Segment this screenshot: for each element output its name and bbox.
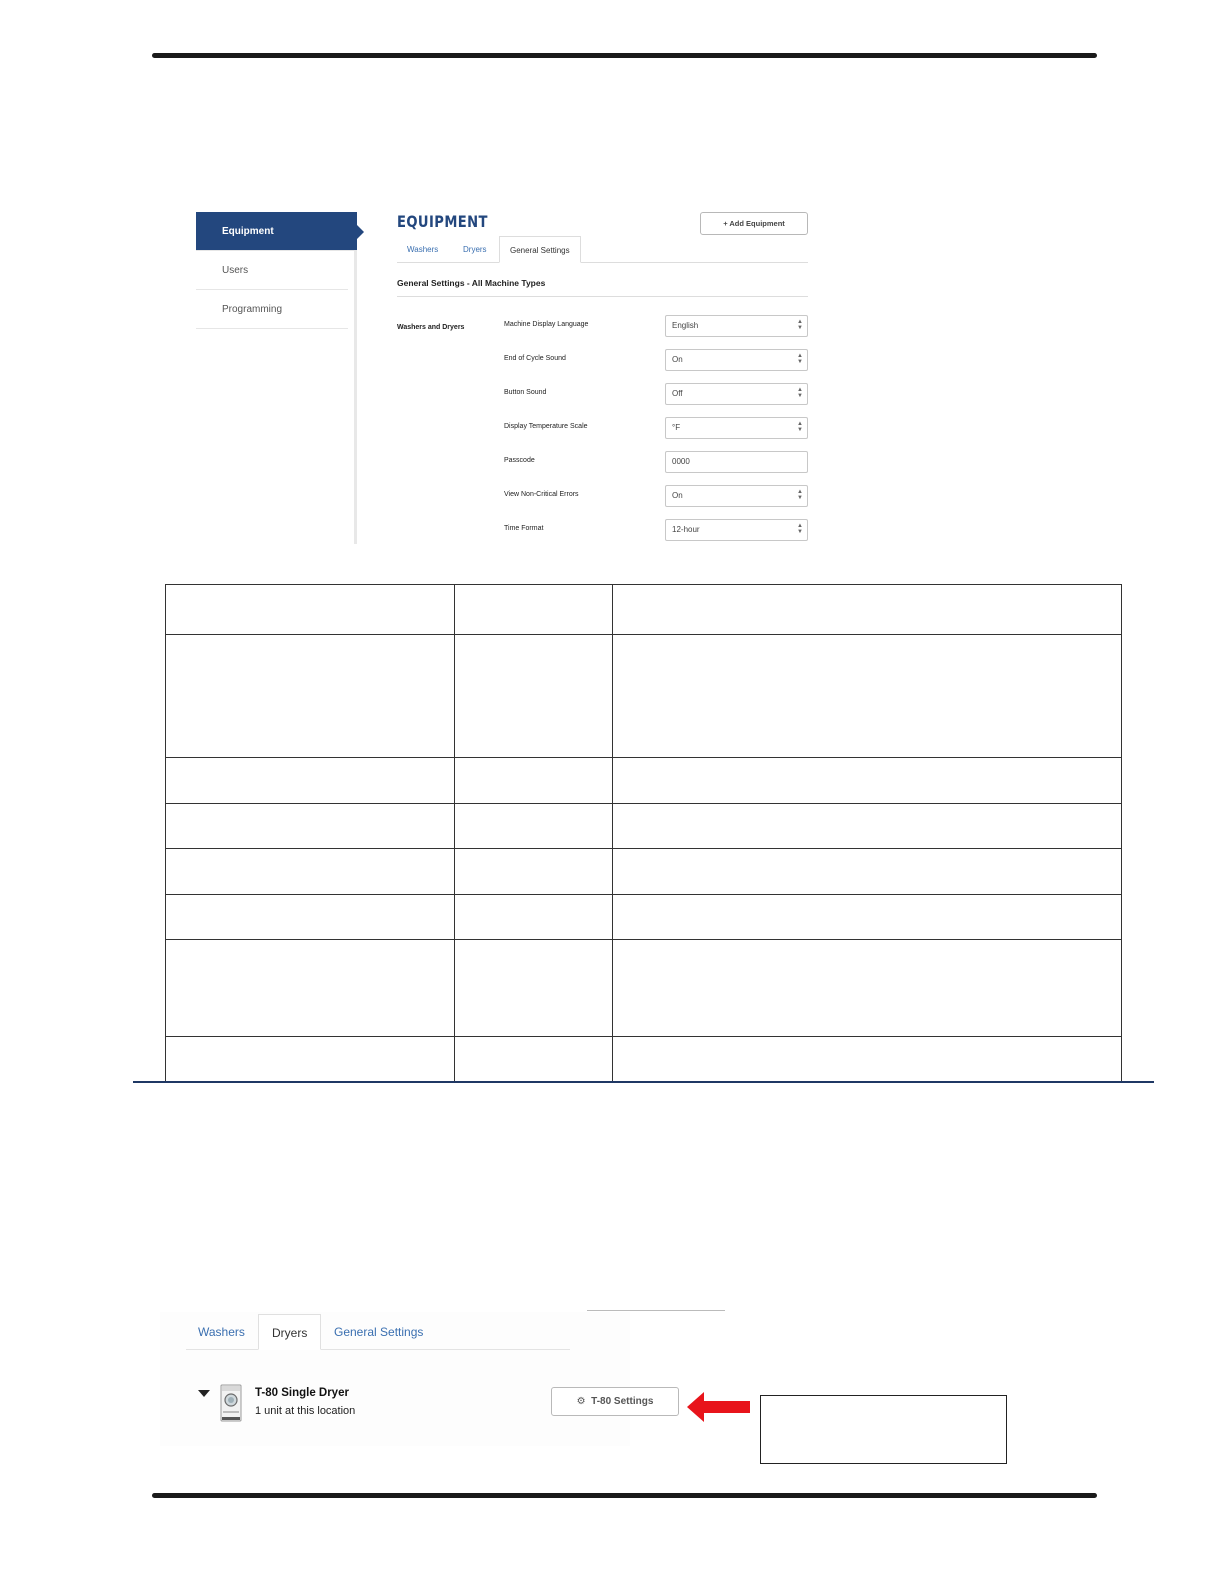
table-cell xyxy=(613,940,1122,1037)
select-arrows-icon: ▲ ▼ xyxy=(797,353,803,365)
table-cell xyxy=(166,895,455,940)
table-cell xyxy=(166,804,455,849)
select-value: Off xyxy=(672,389,683,398)
section-divider xyxy=(133,1081,1154,1083)
time-format-select[interactable] xyxy=(665,519,808,541)
table-cell xyxy=(613,804,1122,849)
setting-label: Machine Display Language xyxy=(504,321,589,328)
table-row xyxy=(166,758,1122,804)
table-cell xyxy=(613,758,1122,804)
sidebar xyxy=(196,212,357,544)
group-label: Washers and Dryers xyxy=(397,324,465,331)
setting-label: Button Sound xyxy=(504,389,547,396)
bottom-rule xyxy=(152,1493,1097,1498)
table-cell xyxy=(613,585,1122,635)
table-cell xyxy=(455,895,613,940)
button-sound-select[interactable] xyxy=(665,383,808,405)
table-cell xyxy=(455,804,613,849)
tab-dryers[interactable]: Dryers xyxy=(258,1314,321,1350)
setting-row xyxy=(504,519,808,541)
dryer-icon xyxy=(220,1384,242,1422)
select-arrows-icon: ▲ ▼ xyxy=(797,319,803,331)
setting-label: Passcode xyxy=(504,457,535,464)
select-value: English xyxy=(672,321,699,330)
setting-row xyxy=(504,485,808,507)
select-value: On xyxy=(672,491,683,500)
dryer-count: 1 unit at this location xyxy=(255,1405,356,1417)
table-row xyxy=(166,585,1122,635)
top-rule xyxy=(152,53,1097,58)
tab-dryers[interactable]: Dryers xyxy=(463,245,487,254)
table-row xyxy=(166,849,1122,895)
sidebar-item-users[interactable]: Users xyxy=(196,251,348,290)
t80-settings-button[interactable] xyxy=(551,1387,679,1416)
gear-icon: ⚙ xyxy=(576,1396,586,1407)
setting-row xyxy=(504,315,808,337)
table-cell xyxy=(613,635,1122,758)
setting-label: End of Cycle Sound xyxy=(504,355,566,362)
add-equipment-button[interactable]: + Add Equipment xyxy=(700,212,808,235)
setting-row xyxy=(504,451,808,473)
tab-washers[interactable]: Washers xyxy=(198,1325,245,1339)
end-of-cycle-sound-select[interactable] xyxy=(665,349,808,371)
select-value: 12-hour xyxy=(672,525,700,534)
table-row xyxy=(166,1037,1122,1083)
tab-washers[interactable]: Washers xyxy=(407,245,439,254)
language-select[interactable] xyxy=(665,315,808,337)
table-cell xyxy=(455,585,613,635)
table-cell xyxy=(455,758,613,804)
settings-button-label: T-80 Settings xyxy=(591,1396,654,1407)
table-cell xyxy=(166,635,455,758)
table-row xyxy=(166,895,1122,940)
select-arrows-icon: ▲ ▼ xyxy=(797,421,803,433)
caret-down-icon[interactable] xyxy=(198,1390,210,1397)
settings-table xyxy=(165,584,1122,1083)
equipment-settings-screenshot xyxy=(196,210,812,544)
sidebar-item-equipment[interactable]: Equipment xyxy=(196,212,357,251)
table-cell xyxy=(455,940,613,1037)
page-title: EQUIPMENT xyxy=(397,212,488,231)
table-row xyxy=(166,804,1122,849)
table-cell xyxy=(166,758,455,804)
tab-general-settings[interactable]: General Settings xyxy=(334,1325,424,1339)
table-cell xyxy=(166,940,455,1037)
select-value: On xyxy=(672,355,683,364)
sidebar-item-programming[interactable]: Programming xyxy=(196,290,348,329)
setting-label: Time Format xyxy=(504,525,544,532)
red-arrow-icon xyxy=(687,1391,751,1423)
equipment-tabs xyxy=(397,236,808,263)
section-heading: General Settings - All Machine Types xyxy=(397,278,546,288)
dryer-name: T-80 Single Dryer xyxy=(255,1387,349,1399)
table-cell xyxy=(166,849,455,895)
temperature-scale-select[interactable] xyxy=(665,417,808,439)
non-critical-errors-select[interactable] xyxy=(665,485,808,507)
table-cell xyxy=(613,849,1122,895)
setting-row xyxy=(504,349,808,371)
table-cell xyxy=(613,1037,1122,1083)
table-cell xyxy=(166,1037,455,1083)
dryers-tabs xyxy=(186,1314,570,1350)
table-cell xyxy=(455,635,613,758)
callout-box xyxy=(760,1395,1007,1464)
section-divider xyxy=(397,296,808,297)
select-arrows-icon: ▲ ▼ xyxy=(797,523,803,535)
table-cell xyxy=(455,849,613,895)
setting-label: Display Temperature Scale xyxy=(504,423,588,430)
setting-row xyxy=(504,383,808,405)
table-row xyxy=(166,940,1122,1037)
select-arrows-icon: ▲ ▼ xyxy=(797,489,803,501)
passcode-input[interactable] xyxy=(665,451,808,473)
table-cell xyxy=(455,1037,613,1083)
tab-general-settings[interactable]: General Settings xyxy=(499,236,581,263)
table-cell xyxy=(613,895,1122,940)
select-value: °F xyxy=(672,423,681,432)
table-row xyxy=(166,635,1122,758)
table-cell xyxy=(166,585,455,635)
setting-row xyxy=(504,417,808,439)
select-arrows-icon: ▲ ▼ xyxy=(797,387,803,399)
setting-label: View Non-Critical Errors xyxy=(504,491,579,498)
divider-line xyxy=(587,1310,725,1311)
input-value: 0000 xyxy=(672,457,690,466)
